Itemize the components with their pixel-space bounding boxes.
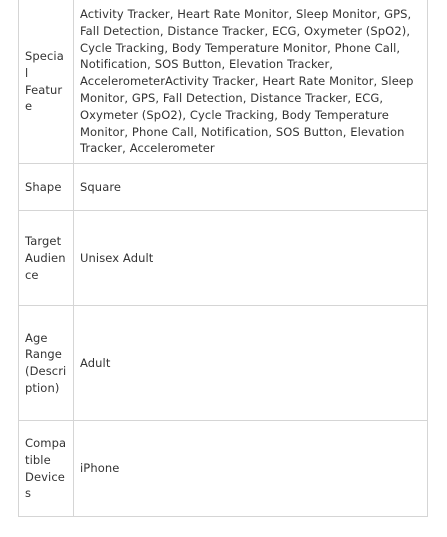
spec-row-age-range xyxy=(19,306,428,421)
spec-value: Activity Tracker, Heart Rate Monitor, Sleep Monitor, GPS, Fall Detection, Distance Tracker, ECG, Oxymeter (SpO2), Cycle Tracking, Body Temperature Monitor, Phone Call, Notification, SOS Button, Elevation Tracker, AccelerometerActivity Tracker, Heart Rate Monitor, Sleep Monitor, GPS, Fall Detection, Distance Tracker, ECG, Oxymeter (SpO2), Cycle Tracking, Body Temperature Monitor, Phone Call, Notification, SOS Button, Elevation Tracker, Accelerometer xyxy=(74,0,428,164)
spec-label: Shape xyxy=(19,164,74,211)
spec-label: Special Feature xyxy=(19,0,74,164)
spec-label: Target Audience xyxy=(19,211,74,306)
spec-label: Age Range (Description) xyxy=(19,306,74,421)
spec-value: iPhone xyxy=(74,421,428,517)
spec-row-compatible-devices xyxy=(19,421,428,517)
spec-row-special-feature xyxy=(19,0,428,164)
product-specs-table xyxy=(18,0,428,517)
spec-row-shape xyxy=(19,164,428,211)
spec-row-target-audience xyxy=(19,211,428,306)
spec-value: Square xyxy=(74,164,428,211)
spec-value: Unisex Adult xyxy=(74,211,428,306)
spec-label: Compatible Devices xyxy=(19,421,74,517)
spec-value: Adult xyxy=(74,306,428,421)
